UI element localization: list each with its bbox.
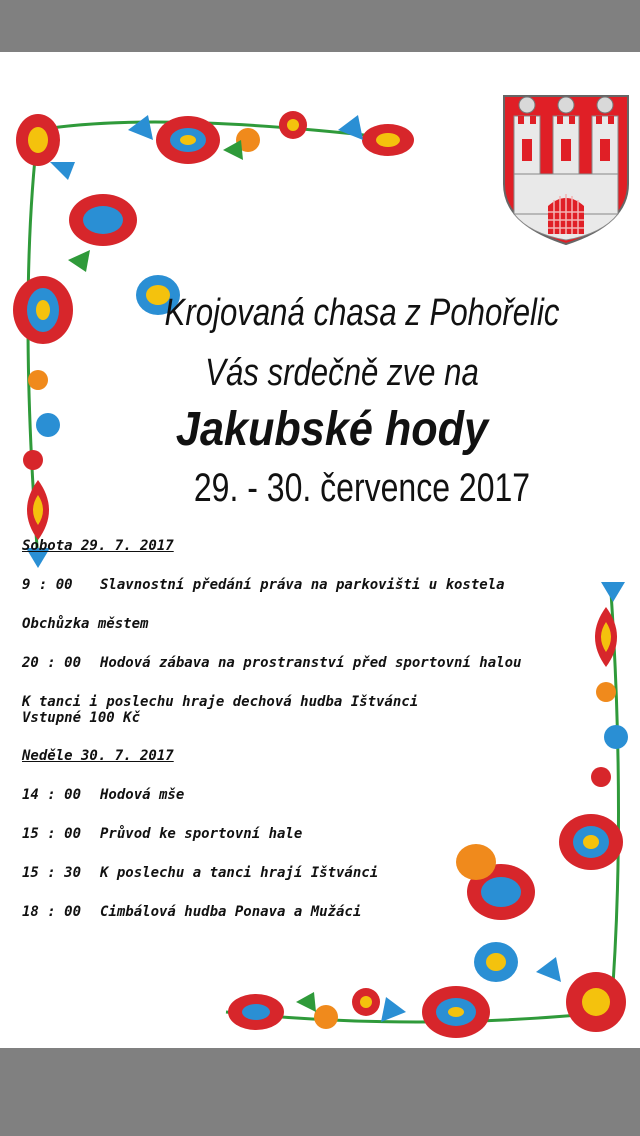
schedule-text: Cimbálová hudba Ponava a Mužáci xyxy=(100,904,362,920)
invitation-line-2: Vás srdečně zve na xyxy=(205,352,479,394)
schedule xyxy=(22,538,582,943)
schedule-item xyxy=(22,577,582,616)
schedule-text: Hodová zábava na prostranství před sportovní halou xyxy=(100,655,522,671)
poster xyxy=(0,52,640,1048)
admission-note: Vstupné 100 Kč xyxy=(22,710,141,726)
schedule-time: 15 : 00 xyxy=(22,826,82,842)
schedule-text: Hodová mše xyxy=(100,787,185,803)
schedule-time: 14 : 00 xyxy=(22,787,82,803)
schedule-text: K poslechu a tanci hrají Ištvánci xyxy=(100,865,379,881)
event-title: Jakubské hody xyxy=(175,403,489,456)
schedule-item xyxy=(22,655,582,694)
event-dates: 29. - 30. července 2017 xyxy=(193,466,531,510)
schedule-item xyxy=(22,787,582,826)
music-note: K tanci i poslechu hraje dechová hudba Ištvánci xyxy=(22,694,419,710)
schedule-text: Průvod ke sportovní hale xyxy=(100,826,303,842)
schedule-time: 9 : 00 xyxy=(22,577,73,593)
schedule-time: 15 : 30 xyxy=(22,865,82,881)
schedule-item xyxy=(22,826,582,865)
schedule-item xyxy=(22,865,582,904)
day-heading-saturday: Sobota 29. 7. 2017 xyxy=(22,538,174,554)
schedule-item xyxy=(22,904,582,943)
schedule-text: Slavnostní předání práva na parkovišti u kostela xyxy=(100,577,505,593)
coat-of-arms-logo xyxy=(502,94,630,246)
invitation-line-1: Krojovaná chasa z Pohořelic xyxy=(164,292,560,334)
day-heading-sunday: Neděle 30. 7. 2017 xyxy=(22,748,174,764)
schedule-time: 20 : 00 xyxy=(22,655,82,671)
schedule-note xyxy=(22,694,582,748)
schedule-time: 18 : 00 xyxy=(22,904,82,920)
schedule-item xyxy=(22,616,582,655)
schedule-text: Obchůzka městem xyxy=(22,616,149,632)
